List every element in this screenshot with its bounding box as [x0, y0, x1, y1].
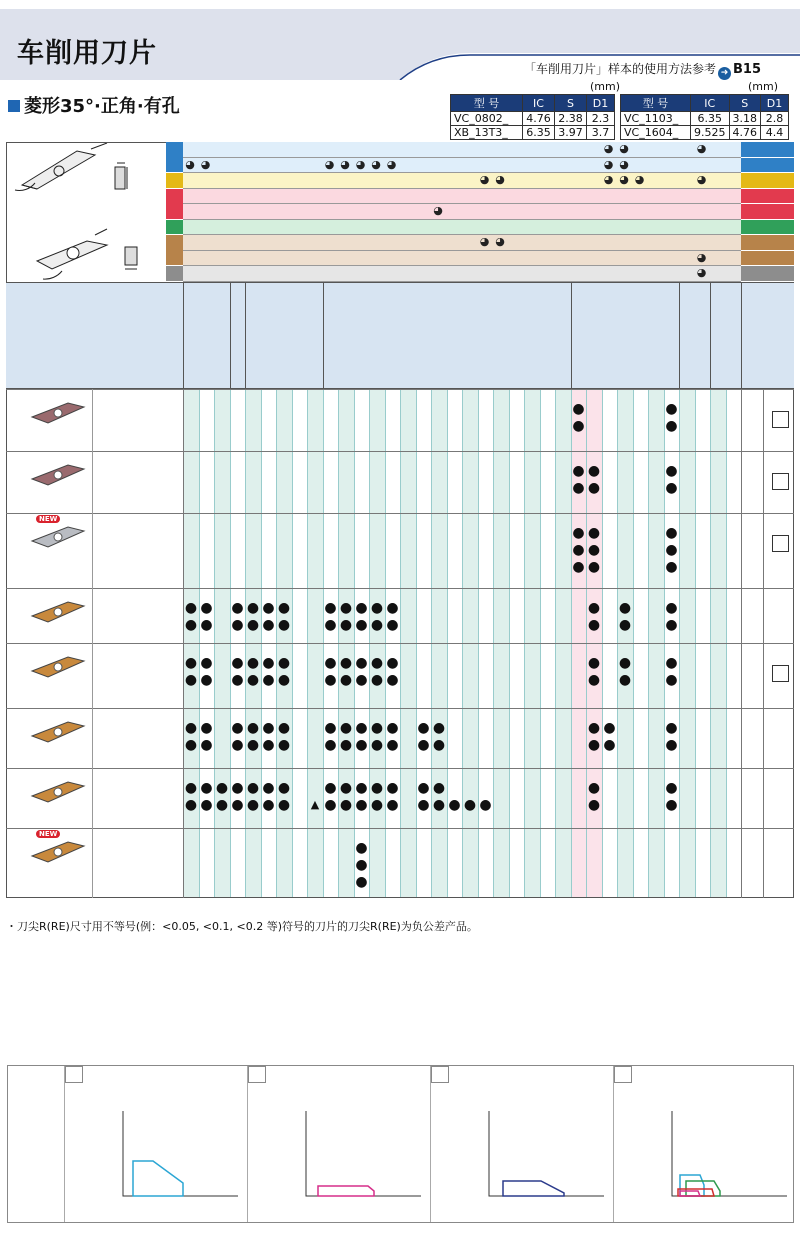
panel-number: [431, 1066, 449, 1083]
availability-dot-icon: ●: [324, 599, 337, 616]
material-label: [741, 189, 794, 205]
availability-dot-icon: ●: [665, 671, 678, 688]
availability-dot-icon: ●: [339, 616, 353, 633]
availability-dot-icon: ●: [665, 524, 678, 541]
chipbreaker-range-ref[interactable]: [772, 665, 789, 682]
usage-symbol-icon: ◕: [386, 157, 397, 171]
arrow-icon: ➜: [718, 67, 731, 80]
chipbreaker-range-ref[interactable]: [772, 535, 789, 552]
row-divider: [6, 513, 794, 514]
material-letter: [166, 189, 183, 220]
group-divider: [245, 282, 246, 389]
availability-dot-icon: ●: [339, 654, 353, 671]
material-letter: [166, 173, 183, 189]
col-divider: [92, 588, 93, 643]
unit-label: (mm): [590, 80, 621, 93]
availability-dot-icon: ●: [618, 599, 632, 616]
availability-dot-icon: ●: [339, 736, 353, 753]
availability-dot-icon: ●: [572, 400, 585, 417]
availability-dot-icon: ●: [262, 796, 275, 813]
availability-dot-icon: ●: [355, 736, 368, 753]
row-divider: [6, 451, 794, 452]
group-divider: [183, 282, 184, 389]
availability-dot-icon: ●: [200, 599, 213, 616]
insert-drawing: [6, 142, 183, 297]
availability-dot-icon: ●: [277, 779, 291, 796]
availability-dot-icon: ●: [277, 599, 291, 616]
availability-dot-icon: ●: [370, 616, 384, 633]
availability-dot-icon: ●: [355, 671, 368, 688]
availability-dot-icon: ●: [587, 779, 601, 796]
availability-dot-icon: ●: [432, 736, 446, 753]
range-region: [503, 1181, 564, 1196]
availability-dot-icon: ●: [665, 462, 678, 479]
range-chart-svg: [93, 1101, 243, 1201]
usage-symbol-icon: ◕: [324, 157, 335, 171]
material-letter: [166, 142, 183, 173]
availability-dot-icon: ●: [370, 736, 384, 753]
availability-dot-icon: ●: [386, 671, 399, 688]
insert-image: [28, 655, 88, 679]
availability-dot-icon: ●: [432, 719, 446, 736]
availability-dot-icon: ●: [324, 671, 337, 688]
availability-dot-icon: ●: [587, 541, 601, 558]
availability-dot-icon: ●: [355, 839, 368, 856]
material-label: [741, 220, 794, 236]
availability-dot-icon: ●: [587, 524, 601, 541]
usage-symbol-icon: ◕: [619, 157, 629, 171]
availability-dot-icon: ●: [665, 736, 678, 753]
col-divider: [92, 768, 93, 828]
range-chart-svg: [642, 1101, 792, 1201]
availability-dot-icon: ●: [417, 719, 430, 736]
material-letter: [166, 266, 183, 282]
material-label: [741, 251, 794, 267]
chipbreaker-range-ref[interactable]: [772, 411, 789, 428]
material-row-band: [183, 266, 741, 282]
availability-dot-icon: ●: [246, 654, 260, 671]
availability-dot-icon: ●: [432, 796, 446, 813]
material-label: [741, 235, 794, 251]
dimension-table-2: 型 号 IC S D1 VC_1103_ 6.35 3.18 2.8 VC_1604_ 9.525 4.76 4.4: [620, 94, 789, 140]
square-bullet-icon: [8, 100, 20, 112]
availability-dot-icon: ●: [246, 796, 260, 813]
availability-dot-icon: ●: [262, 779, 275, 796]
availability-dot-icon: ●: [665, 479, 678, 496]
availability-dot-icon: ●: [665, 541, 678, 558]
availability-dot-icon: ●: [587, 719, 601, 736]
availability-dot-icon: ●: [200, 671, 213, 688]
availability-dot-icon: ●: [587, 479, 601, 496]
availability-dot-icon: ●: [665, 599, 678, 616]
unit-label: (mm): [748, 80, 779, 93]
availability-dot-icon: ●: [184, 719, 198, 736]
availability-dot-icon: ●: [370, 654, 384, 671]
availability-dot-icon: ●: [386, 779, 399, 796]
availability-dot-icon: ●: [587, 654, 601, 671]
insert-image: [28, 840, 88, 864]
availability-dot-icon: ●: [246, 736, 260, 753]
page-header: [0, 5, 800, 78]
insert-image: [28, 463, 88, 487]
panel-number: [65, 1066, 83, 1083]
availability-dot-icon: ●: [587, 671, 601, 688]
availability-dot-icon: ●: [355, 599, 368, 616]
group-divider: [741, 282, 742, 389]
availability-dot-icon: ●: [603, 736, 616, 753]
availability-dot-icon: ●: [231, 779, 244, 796]
availability-dot-icon: ●: [587, 599, 601, 616]
availability-dot-icon: ●: [665, 796, 678, 813]
availability-dot-icon: ●: [184, 671, 198, 688]
usage-symbol-icon: ◕: [433, 204, 443, 217]
availability-dot-icon: ●: [339, 796, 353, 813]
range-region: [133, 1161, 183, 1196]
availability-dot-icon: ●: [665, 654, 678, 671]
availability-dot-icon: ●: [277, 719, 291, 736]
availability-dot-icon: ●: [370, 796, 384, 813]
availability-dot-icon: ●: [262, 671, 275, 688]
group-divider: [230, 282, 231, 389]
availability-dot-icon: ●: [262, 599, 275, 616]
availability-dot-icon: ●: [231, 616, 244, 633]
availability-dot-icon: ●: [572, 541, 585, 558]
usage-symbol-icon: ◕: [696, 142, 707, 155]
availability-dot-icon: ●: [184, 779, 198, 796]
material-row-band: [183, 220, 741, 236]
availability-dot-icon: ●: [572, 524, 585, 541]
range-region: [680, 1175, 704, 1196]
insert-image: [28, 600, 88, 624]
availability-dot-icon: ●: [618, 616, 632, 633]
availability-dot-icon: ●: [262, 654, 275, 671]
availability-dot-icon: ●: [277, 736, 291, 753]
chipbreaker-range-ref[interactable]: [772, 473, 789, 490]
row-divider: [6, 828, 794, 829]
usage-symbol-icon: ◕: [603, 173, 614, 186]
page-title: 车削用刀片: [17, 38, 157, 69]
material-row-band: [183, 235, 741, 251]
usage-symbol-icon: ◕: [619, 142, 629, 155]
availability-dot-icon: ●: [339, 599, 353, 616]
availability-dot-icon: ●: [231, 599, 244, 616]
availability-dot-icon: ●: [324, 616, 337, 633]
usage-symbol-icon: ◕: [603, 142, 614, 155]
availability-dot-icon: ●: [370, 671, 384, 688]
row-divider: [6, 708, 794, 709]
col-divider: [92, 708, 93, 768]
availability-dot-icon: ●: [215, 779, 229, 796]
availability-dot-icon: ●: [339, 779, 353, 796]
availability-dot-icon: ●: [277, 796, 291, 813]
range-chart-panel: [613, 1066, 796, 1222]
availability-dot-icon: ●: [386, 599, 399, 616]
availability-dot-icon: ●: [246, 719, 260, 736]
panel-number: [248, 1066, 266, 1083]
availability-dot-icon: ●: [463, 796, 477, 813]
usage-symbol-icon: ◕: [495, 173, 505, 186]
availability-dot-icon: ●: [231, 671, 244, 688]
availability-dot-icon: ●: [339, 671, 353, 688]
availability-dot-icon: ●: [479, 796, 492, 813]
range-chart-panel: [247, 1066, 430, 1222]
usage-symbol-icon: ◕: [696, 266, 707, 279]
availability-dot-icon: ●: [324, 719, 337, 736]
availability-dot-icon: ●: [355, 616, 368, 633]
group-divider: [571, 282, 572, 389]
availability-dot-icon: ●: [355, 719, 368, 736]
material-row-band: [183, 204, 741, 220]
col-divider: [92, 451, 93, 513]
material-letter: [166, 235, 183, 266]
availability-dot-icon: ●: [572, 462, 585, 479]
usage-symbol-icon: ◕: [200, 157, 211, 171]
material-label: [741, 266, 794, 282]
section-title: 菱形35°·正角·有孔: [8, 92, 180, 118]
material-row-band: [183, 251, 741, 267]
availability-triangle-icon: ▲: [310, 797, 320, 811]
col-divider: [763, 389, 764, 898]
bottom-side-title: [8, 1066, 63, 1222]
availability-dot-icon: ●: [231, 654, 244, 671]
new-badge: NEW: [36, 515, 60, 523]
col-divider: [92, 643, 93, 708]
availability-dot-icon: ●: [262, 719, 275, 736]
availability-dot-icon: ●: [355, 873, 368, 890]
insert-drawing-svg: [7, 143, 183, 297]
availability-dot-icon: ●: [355, 796, 368, 813]
col-divider: [92, 828, 93, 898]
usage-symbol-icon: ◕: [696, 173, 707, 186]
panel-number: [614, 1066, 632, 1083]
availability-dot-icon: ●: [618, 654, 632, 671]
row-divider: [6, 588, 794, 589]
availability-dot-icon: ●: [386, 719, 399, 736]
material-row-band: [183, 189, 741, 205]
usage-symbol-icon: ◕: [355, 157, 366, 171]
col-divider: [92, 389, 93, 451]
availability-dot-icon: ●: [200, 779, 213, 796]
availability-dot-icon: ●: [324, 654, 337, 671]
col-divider: [741, 389, 742, 898]
availability-dot-icon: ●: [432, 779, 446, 796]
availability-dot-icon: ●: [665, 616, 678, 633]
availability-dot-icon: ●: [665, 779, 678, 796]
availability-dot-icon: ●: [572, 417, 585, 434]
availability-dot-icon: ●: [587, 616, 601, 633]
availability-dot-icon: ●: [231, 719, 244, 736]
group-divider: [710, 282, 711, 389]
material-row-band: [183, 142, 741, 158]
availability-dot-icon: ●: [324, 796, 337, 813]
availability-dot-icon: ●: [665, 719, 678, 736]
availability-dot-icon: ●: [184, 654, 198, 671]
availability-dot-icon: ●: [370, 779, 384, 796]
availability-dot-icon: ●: [665, 558, 678, 575]
availability-dot-icon: ●: [215, 796, 229, 813]
availability-dot-icon: ●: [200, 736, 213, 753]
availability-dot-icon: ●: [231, 796, 244, 813]
col-divider: [92, 513, 93, 588]
availability-dot-icon: ●: [200, 719, 213, 736]
new-badge: NEW: [36, 830, 60, 838]
availability-dot-icon: ●: [603, 719, 616, 736]
availability-dot-icon: ●: [370, 719, 384, 736]
insert-image: [28, 720, 88, 744]
availability-dot-icon: ●: [355, 779, 368, 796]
availability-dot-icon: ●: [355, 654, 368, 671]
availability-dot-icon: ●: [324, 779, 337, 796]
availability-dot-icon: ●: [246, 616, 260, 633]
usage-symbol-icon: ◕: [340, 157, 350, 171]
range-chart-panel: [64, 1066, 247, 1222]
availability-dot-icon: ●: [277, 671, 291, 688]
availability-dot-icon: ●: [184, 736, 198, 753]
usage-symbol-icon: ◕: [371, 157, 381, 171]
availability-dot-icon: ●: [277, 616, 291, 633]
availability-dot-icon: ●: [386, 616, 399, 633]
availability-dot-icon: ●: [386, 736, 399, 753]
footnote: ・刀尖R(RE)尺寸用不等号(例：<0.05, <0.1, <0.2 等)符号的刀片的刀尖R(RE)为负公差产品。: [6, 920, 478, 933]
material-label: [741, 204, 794, 220]
range-region: [680, 1191, 700, 1196]
availability-dot-icon: ●: [262, 616, 275, 633]
material-label: [741, 173, 794, 189]
material-row-band: [183, 158, 741, 174]
chipbreaker-range-section: [7, 1065, 794, 1223]
range-chart-svg: [459, 1101, 609, 1201]
availability-dot-icon: ●: [448, 796, 461, 813]
availability-dot-icon: ●: [277, 654, 291, 671]
row-divider: [6, 389, 794, 390]
range-region: [678, 1189, 714, 1196]
availability-dot-icon: ●: [339, 719, 353, 736]
availability-dot-icon: ●: [370, 599, 384, 616]
availability-dot-icon: ●: [386, 654, 399, 671]
availability-dot-icon: ●: [572, 479, 585, 496]
group-divider: [323, 282, 324, 389]
availability-dot-icon: ●: [587, 736, 601, 753]
availability-dot-icon: ●: [618, 671, 632, 688]
insert-image: [28, 780, 88, 804]
usage-symbol-icon: ◕: [634, 173, 645, 186]
availability-dot-icon: ●: [200, 616, 213, 633]
availability-dot-icon: ●: [417, 736, 430, 753]
availability-dot-icon: ●: [184, 599, 198, 616]
availability-dot-icon: ●: [262, 736, 275, 753]
usage-symbol-icon: ◕: [495, 235, 505, 248]
availability-dot-icon: ●: [417, 779, 430, 796]
availability-dot-icon: ●: [200, 796, 213, 813]
availability-dot-icon: ●: [246, 671, 260, 688]
material-letter: [166, 220, 183, 236]
availability-dot-icon: ●: [386, 796, 399, 813]
availability-dot-icon: ●: [355, 856, 368, 873]
usage-symbol-icon: ◕: [696, 250, 707, 264]
availability-dot-icon: ●: [665, 417, 678, 434]
availability-dot-icon: ●: [200, 654, 213, 671]
material-label: [741, 142, 794, 158]
row-divider: [6, 643, 794, 644]
availability-dot-icon: ●: [231, 736, 244, 753]
availability-dot-icon: ●: [587, 558, 601, 575]
availability-dot-icon: ●: [246, 779, 260, 796]
usage-symbol-icon: ◕: [603, 157, 614, 171]
dimension-table-1: 型 号 IC S D1 VC_0802_ 4.76 2.38 2.3 XB_13T3_ 6.35 3.97 3.7: [450, 94, 615, 140]
material-label: [741, 158, 794, 174]
availability-dot-icon: ●: [184, 616, 198, 633]
availability-dot-icon: ●: [572, 558, 585, 575]
range-chart-panel: [430, 1066, 613, 1222]
usage-symbol-icon: ◕: [479, 235, 490, 248]
availability-dot-icon: ●: [417, 796, 430, 813]
usage-symbol-icon: ◕: [479, 173, 490, 186]
col-divider: [183, 389, 184, 898]
range-region: [318, 1186, 374, 1196]
usage-symbol-icon: ◕: [619, 173, 629, 186]
availability-dot-icon: ●: [665, 400, 678, 417]
availability-dot-icon: ●: [587, 462, 601, 479]
usage-symbol-icon: ◕: [185, 157, 195, 171]
availability-dot-icon: ●: [246, 599, 260, 616]
range-chart-svg: [276, 1101, 426, 1201]
insert-image: [28, 525, 88, 549]
row-divider: [6, 768, 794, 769]
availability-dot-icon: ●: [184, 796, 198, 813]
table-header-band: [6, 282, 794, 389]
insert-image: [28, 401, 88, 425]
availability-dot-icon: ●: [324, 736, 337, 753]
material-row-band: [183, 173, 741, 189]
group-divider: [679, 282, 680, 389]
availability-dot-icon: ●: [587, 796, 601, 813]
reference-link[interactable]: 「车削用刀片」样本的使用方法参考 ➜ B15: [524, 62, 762, 78]
